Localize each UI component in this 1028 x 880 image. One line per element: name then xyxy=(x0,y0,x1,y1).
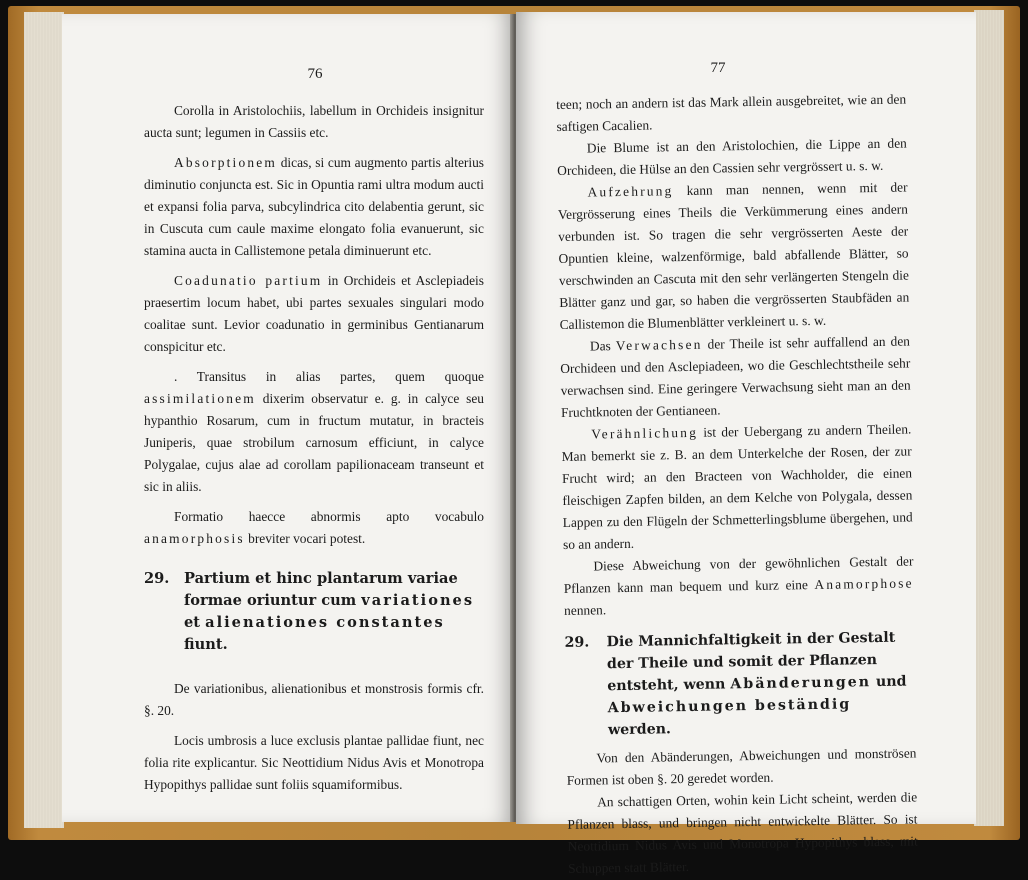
left-paragraph-2: Absorptionem dicas, si cum augmento partis alterius diminutio conjuncta est. Sic in Opuntia rami ultra modum aucti et expansi folia parva, subcylindrica cito delabentia gerunt, sic in Cuscuta cum caule maxime elongato folia evanuerunt, sic stamina aucta in Callistemone petala diminuerunt etc. xyxy=(144,155,484,258)
left-page xyxy=(62,14,514,822)
left-paragraph-6: De variationibus, alienationibus et monstrosis formis cfr. §. 20. xyxy=(144,681,484,718)
right-paragraph-5: Verähnlichung ist der Uebergang zu andern Theilen. Man bemerkt sie z. B. an dem Unterkelche der Rosen, der zur Frucht wird; an den Bracteen von Wachholder, die einen fleischigen Zapfen bilden, an dem Kelche von Polygala, dessen Lappen zu den Flügeln der Schmetterlingsblume übergehen, und so an andern. xyxy=(561,421,913,552)
section-number: 29. xyxy=(564,634,590,651)
spaced-term: Anamorphose xyxy=(814,575,914,593)
section-heading-left: 29. Partium et hinc plantarum variae formae oriuntur cum variationes et alienationes constantes fiunt. xyxy=(144,570,475,653)
right-paragraph-3: Aufzehrung kann man nennen, wenn mit der Vergrösserung eines Theils die Verkümmerung eines andern verbunden ist. So tragen die sehr vergrösserten Aeste der Opuntien kleine, walzenförmige, bald abfallende Blätter, so verschwinden an Cascuta mit den sehr verlängerten Stengeln die Blätter ganz und gar, so haben die vergrösserten Staubfäden an Callistemon die Blumenblätter verkleinert u. s. w. xyxy=(557,179,910,332)
page-edges-left xyxy=(24,12,64,828)
left-paragraph-4: . Transitus in alias partes, quem quoque assimilationem dixerim observatur e. g. in calyce seu hypanthio Rosarum, cum in fructum mutatur, in bracteis Juniperis, quae strobilum carnosum efficiunt, in calyce Polygalae, cujus alae ad corollam papilionaceam transeunt et sic in aliis. xyxy=(144,369,484,494)
spaced-term: anamorphosis xyxy=(144,531,245,546)
spaced-term: Verähnlichung xyxy=(591,424,699,442)
left-paragraph-7: Locis umbrosis a luce exclusis plantae pallidae fiunt, nec folia rite explicantur. Sic Neottidium Nidus Avis et Monotropa Hypopithys pallidae sunt foliis squamiformibus. xyxy=(144,733,484,792)
right-paragraph-2: Die Blume ist an den Aristolochien, die Lippe an den Orchideen, die Hülse an den Cassien sehr vergrössert u. s. w. xyxy=(557,135,907,178)
page-number-right: 77 xyxy=(710,60,726,76)
left-paragraph-3: Coadunatio partium in Orchideis et Asclepiadeis praesertim locum habet, ubi partes sexuales singulari modo coalitae sunt. Levior coadunatio in germinibus Gentianarum conspicitur etc. xyxy=(144,273,484,354)
spaced-term: Coadunatio partium xyxy=(174,273,323,288)
spaced-term: Absorptionem xyxy=(174,155,278,170)
right-paragraph-1: teen; noch an andern ist das Mark allein ausgebreitet, wie an den saftigen Cacalien. xyxy=(556,91,907,134)
right-paragraph-7: Von den Abänderungen, Abweichungen und monströsen Formen ist oben §. 20 geredet worden. xyxy=(566,745,917,788)
left-page-text xyxy=(144,100,484,796)
section-number: 29. xyxy=(144,570,170,587)
page-edges-right xyxy=(974,10,1004,826)
spaced-term: Aufzehrung xyxy=(587,183,674,200)
right-paragraph-6: Diese Abweichung von der gewöhnlichen Gestalt der Pflanzen kann man bequem und kurz eine Anamorphose nennen. xyxy=(563,553,914,618)
section-heading-right: 29. Die Mannichfaltigkeit in der Gestalt der Theile und somit der Pflanzen entsteht, wenn Abänderungen und Abweichungen beständig werden. xyxy=(564,629,907,739)
right-page-text xyxy=(556,89,918,880)
left-paragraph-5: Formatio haecce abnormis apto vocabulo anamorphosis breviter vocari potest. xyxy=(144,509,484,546)
spaced-term: assimilationem xyxy=(144,391,256,406)
spaced-term: Verwachsen xyxy=(615,336,703,354)
right-paragraph-8: An schattigen Orten, wohin kein Licht scheint, werden die Pflanzen blass, und bringen nicht entwickelte Blätter. So ist Neottidium Nidus Avis und Monotropa Hypopithys blass, mit Schuppen statt Blätter. xyxy=(567,789,918,876)
page-number-left: 76 xyxy=(307,66,323,82)
right-paragraph-4: Das Verwachsen der Theile ist sehr auffallend an den Orchideen und den Asclepiadeen, wo die Geschlechtstheile sehr verwachsen sind. Eine geringere Verwachsung sieht man an den Fruchtknoten der Gentianeen. xyxy=(560,333,911,420)
right-page xyxy=(516,12,976,876)
left-paragraph-1: Corolla in Aristolochiis, labellum in Orchideis insignitur aucta sunt; legumen in Cassiis etc. xyxy=(144,103,484,140)
